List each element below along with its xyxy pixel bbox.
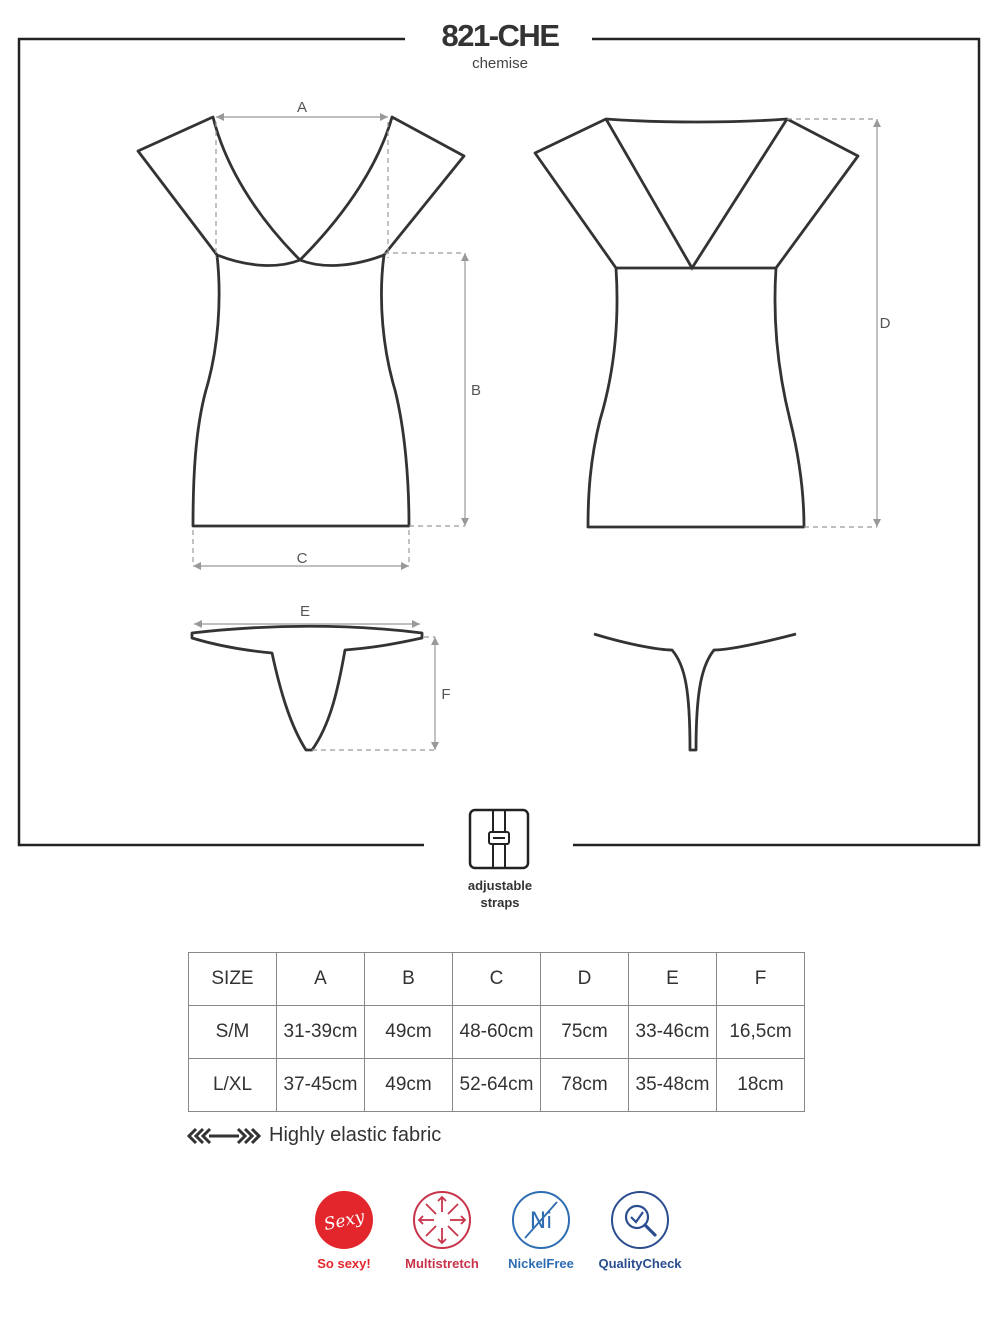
size-table xyxy=(188,952,805,1112)
table-cell: 52-64cm xyxy=(453,1059,541,1112)
badge-multistretch xyxy=(392,1190,492,1271)
dimension-label-d: D xyxy=(879,315,891,332)
header-cell: D xyxy=(541,953,629,1006)
nickelfree-icon xyxy=(511,1190,571,1250)
table-row xyxy=(189,1059,805,1112)
chemise-front-cups xyxy=(217,255,384,265)
table-cell: 31-39cm xyxy=(277,1006,365,1059)
table-cell: 33-46cm xyxy=(629,1006,717,1059)
chemise-back-neckline xyxy=(606,119,787,268)
header-cell: A xyxy=(277,953,365,1006)
badge-label: QualityCheck xyxy=(598,1256,682,1271)
table-row xyxy=(189,1006,805,1059)
thong-front-outline xyxy=(192,626,422,750)
header-cell: C xyxy=(453,953,541,1006)
adjustable-straps-label: adjustable straps xyxy=(467,878,533,910)
size-table-header xyxy=(189,953,805,1006)
dimension-label-e: E xyxy=(299,603,310,620)
header-cell: E xyxy=(629,953,717,1006)
chemise-front-outline xyxy=(138,117,464,526)
table-cell: 48-60cm xyxy=(453,1006,541,1059)
product-type: chemise xyxy=(472,55,528,72)
table-cell: 35-48cm xyxy=(629,1059,717,1112)
badge-label: Multistretch xyxy=(405,1256,479,1271)
table-cell: 18cm xyxy=(717,1059,805,1112)
table-cell: 78cm xyxy=(541,1059,629,1112)
table-cell: 16,5cm xyxy=(717,1006,805,1059)
svg-text:Sexy: Sexy xyxy=(322,1206,367,1236)
dimension-label-f: F xyxy=(441,686,451,703)
qualitycheck-icon xyxy=(610,1190,670,1250)
table-cell: 49cm xyxy=(365,1059,453,1112)
badge-label: NickelFree xyxy=(508,1256,574,1271)
table-cell: L/XL xyxy=(189,1059,277,1112)
multistretch-icon xyxy=(412,1190,472,1250)
dimension-label-a: A xyxy=(296,99,307,116)
dimension-guides xyxy=(193,117,877,750)
adjustable-straps-icon xyxy=(468,808,530,870)
sexy-icon xyxy=(314,1190,374,1250)
header-cell: B xyxy=(365,953,453,1006)
svg-text:Ni: Ni xyxy=(529,1209,553,1234)
table-cell: 37-45cm xyxy=(277,1059,365,1112)
table-cell: 75cm xyxy=(541,1006,629,1059)
badge-label: So sexy! xyxy=(317,1256,371,1271)
product-code: 821-CHE xyxy=(441,18,559,53)
chemise-back-outline xyxy=(535,119,858,527)
badge-so-sexy xyxy=(294,1190,394,1271)
badge-nickelfree xyxy=(491,1190,591,1271)
fabric-note: Highly elastic fabric xyxy=(269,1124,442,1146)
badge-qualitycheck xyxy=(590,1190,690,1271)
header-cell: SIZE xyxy=(189,953,277,1006)
dimension-label-c: C xyxy=(296,550,308,567)
elastic-arrows-icon xyxy=(187,1126,261,1146)
thong-back-outline xyxy=(594,634,796,750)
frame-border xyxy=(19,39,979,845)
header-cell: F xyxy=(717,953,805,1006)
dimension-label-b: B xyxy=(470,382,481,399)
table-cell: S/M xyxy=(189,1006,277,1059)
table-cell: 49cm xyxy=(365,1006,453,1059)
dimension-arrowheads xyxy=(193,113,881,750)
